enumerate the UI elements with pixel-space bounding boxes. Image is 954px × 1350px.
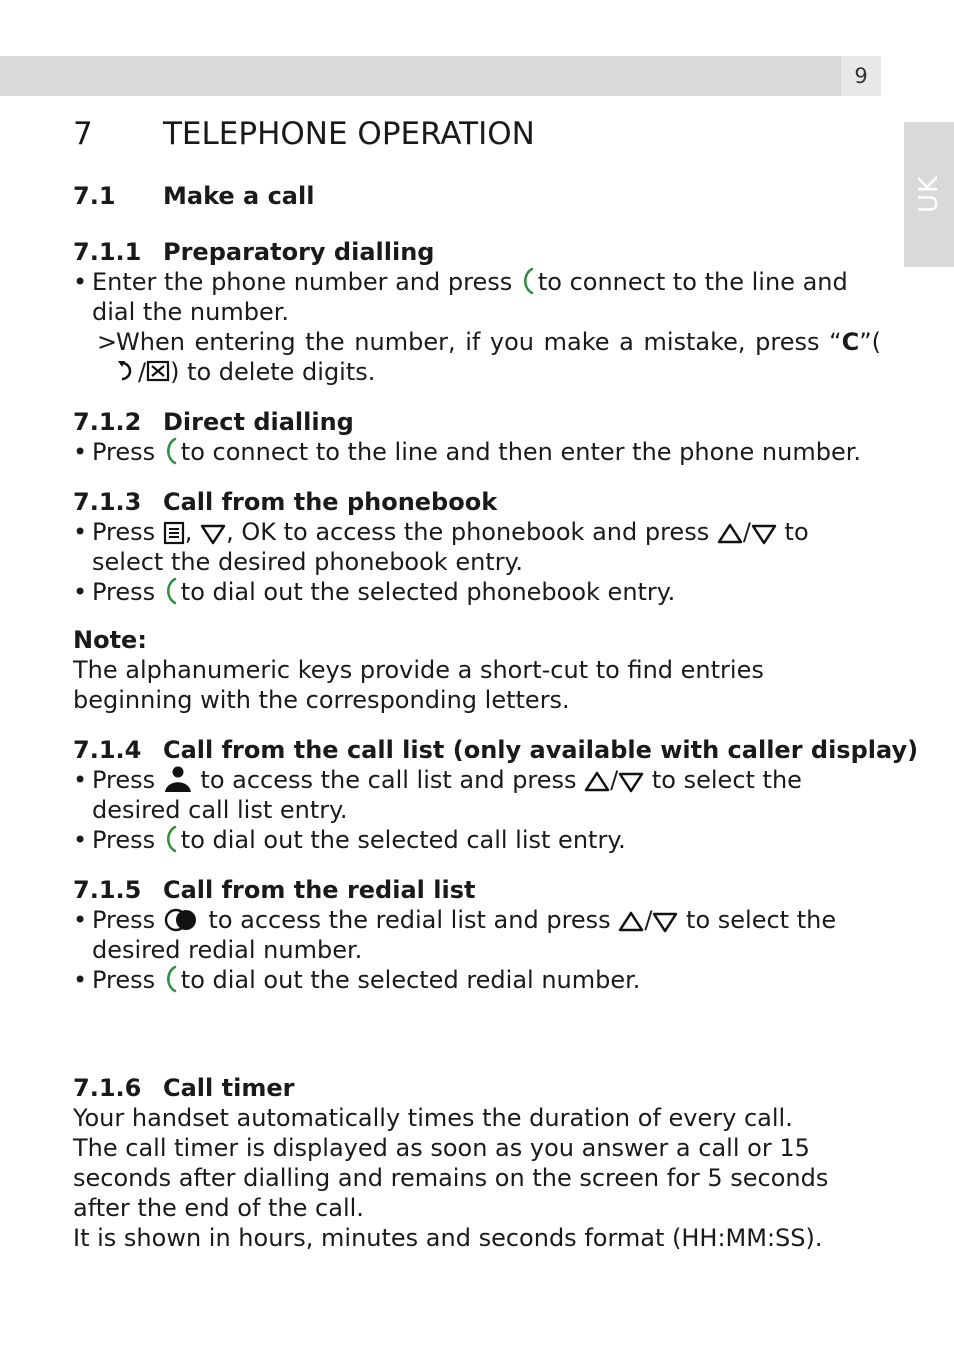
- section-heading-7-1: [73, 181, 881, 211]
- menu-key-icon: [163, 521, 185, 545]
- header-bar: [0, 56, 841, 96]
- bullet-item: • Press to access the call list and press / to select the desired call list entry.: [73, 766, 802, 824]
- section-heading-7-1-1: [73, 237, 881, 267]
- paragraph: Your handset automatically times the duration of every call.: [73, 1104, 793, 1132]
- chapter-title: TELEPHONE OPERATION: [163, 116, 535, 152]
- section-title: Preparatory dialling: [163, 238, 435, 266]
- section-number: 7.1.2: [73, 408, 142, 436]
- bullet-dot: •: [73, 438, 88, 466]
- call-key-icon: [163, 965, 181, 993]
- section-title: Call from the phonebook: [163, 488, 498, 516]
- call-key-icon: [520, 267, 538, 295]
- language-tab-label: UK: [914, 174, 944, 214]
- down-arrow-icon: [652, 911, 678, 933]
- section-title: Direct dialling: [163, 408, 354, 436]
- section-heading-7-1-6: [73, 1073, 881, 1103]
- bullet-dot: •: [73, 518, 88, 546]
- paragraph: It is shown in hours, minutes and seconds format (HH:MM:SS).: [73, 1224, 823, 1252]
- up-arrow-icon: [717, 523, 743, 545]
- up-arrow-icon: [584, 771, 610, 793]
- section-heading-7-1-3: [73, 487, 881, 517]
- bullet-item: • Enter the phone number and press to connect to the line and dial the number.: [73, 268, 848, 326]
- bullet-dot: •: [73, 826, 88, 854]
- back-key-icon: [116, 357, 138, 385]
- section-heading-7-1-4: [73, 735, 919, 765]
- sub-item: > When entering the number, if you make a mistake, press “C”( / ) to delete digits.: [97, 328, 881, 386]
- person-icon: [163, 765, 193, 793]
- c-key-label: C: [841, 328, 860, 356]
- section-heading-7-1-2: [73, 407, 881, 437]
- section-number: 7.1.3: [73, 488, 142, 516]
- bullet-dot: •: [73, 906, 88, 934]
- down-arrow-icon: [751, 523, 777, 545]
- up-arrow-icon: [618, 911, 644, 933]
- section-heading-7-1-5: [73, 875, 881, 905]
- bullet-item: • Press to dial out the selected phonebook entry.: [73, 578, 676, 606]
- call-key-icon: [163, 577, 181, 605]
- bullet-item: • Press to connect to the line and then enter the phone number.: [73, 438, 861, 466]
- section-number: 7.1.5: [73, 876, 142, 904]
- bullet-dot: •: [73, 766, 88, 794]
- bullet-item: • Press to dial out the selected call list entry.: [73, 826, 626, 854]
- bullet-dot: •: [73, 966, 88, 994]
- bullet-dot: •: [73, 268, 88, 296]
- note-heading: Note:: [73, 626, 147, 654]
- delete-key-icon: [146, 357, 170, 385]
- section-number: 7.1.1: [73, 238, 142, 266]
- section-title: Call timer: [163, 1074, 295, 1102]
- arrow-marker: >: [97, 328, 118, 356]
- chapter-number: 7: [73, 116, 93, 152]
- chapter-heading: [73, 112, 881, 156]
- bullet-dot: •: [73, 578, 88, 606]
- bullet-item: • Press , , OK to access the phonebook and press / to select the desired phonebook entry.: [73, 518, 809, 576]
- bullet-item: • Press to access the redial list and press / to select the desired redial number.: [73, 906, 837, 964]
- language-tab: [904, 122, 954, 267]
- section-number: 7.1.6: [73, 1074, 142, 1102]
- section-title: Call from the call list (only available with caller display): [163, 736, 919, 764]
- redial-key-icon: [163, 907, 201, 933]
- section-number: 7.1: [73, 182, 116, 210]
- paragraph: The call timer is displayed as soon as you answer a call or 15 seconds after dialling and remains on the screen for 5 seconds after the end of the call.: [73, 1134, 829, 1222]
- page-number: 9: [841, 56, 881, 96]
- down-arrow-icon: [618, 771, 644, 793]
- ok-key-label: OK: [241, 518, 276, 546]
- bullet-item: • Press to dial out the selected redial number.: [73, 966, 641, 994]
- document-body: [73, 112, 919, 1253]
- down-arrow-icon: [200, 523, 226, 545]
- call-key-icon: [163, 437, 181, 465]
- section-title: Call from the redial list: [163, 876, 476, 904]
- section-number: 7.1.4: [73, 736, 142, 764]
- section-title: Make a call: [163, 182, 315, 210]
- call-key-icon: [163, 825, 181, 853]
- note-text: The alphanumeric keys provide a short-cut to find entries beginning with the corresponding letters.: [73, 656, 764, 714]
